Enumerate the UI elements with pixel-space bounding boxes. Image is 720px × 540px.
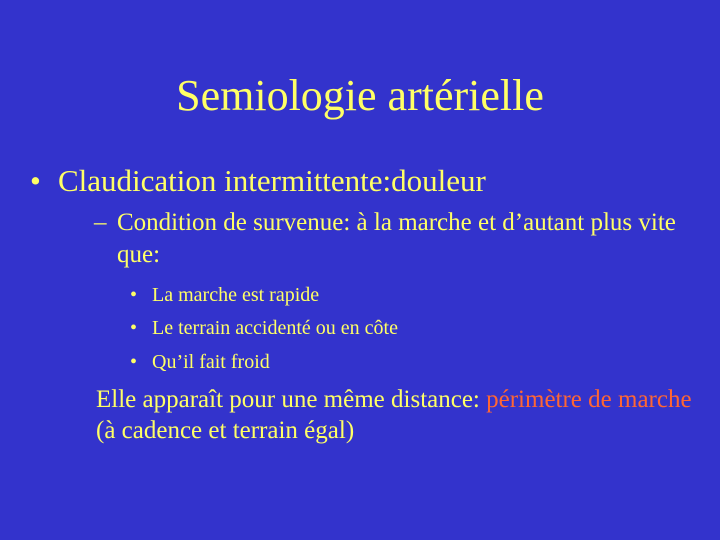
bullet-level3-item (130, 315, 398, 341)
bullet-level3-text: La marche est rapide (152, 284, 320, 306)
bullet-level2 (94, 207, 677, 271)
slide-title: Semiologie artérielle (176, 71, 544, 120)
highlight-term: périmètre de marche (486, 386, 692, 413)
summary-paragraph (96, 384, 696, 446)
bullet-icon: • (130, 317, 138, 339)
bullet-icon: • (130, 351, 138, 373)
paragraph-text-start: Elle apparaît pour une même distance: (96, 386, 487, 413)
bullet-level3-text: Qu’il fait froid (152, 351, 270, 373)
bullet-icon: • (130, 284, 138, 306)
bullet-level1 (30, 162, 486, 200)
bullet-level2-text: Condition de survenue: à la marche et d’autant plus vite que: (117, 209, 676, 268)
bullet-level1-text: Claudication intermittente:douleur (58, 163, 486, 198)
paragraph-text-end: (à cadence et terrain égal) (96, 417, 355, 444)
bullet-level3-text: Le terrain accidenté ou en côte (152, 317, 398, 339)
bullet-icon: • (30, 163, 41, 198)
bullet-level3-item (130, 282, 320, 308)
dash-icon: – (94, 209, 107, 236)
bullet-level3-item (130, 349, 270, 375)
